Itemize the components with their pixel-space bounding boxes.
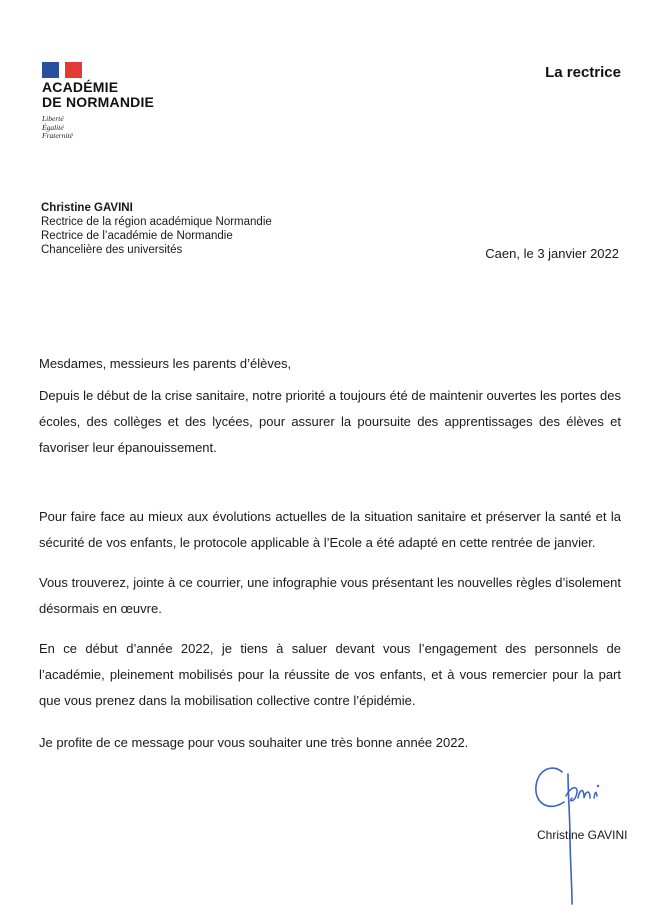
body-paragraph-5: Je profite de ce message pour vous souhaiter une très bonne année 2022. xyxy=(39,735,469,750)
academie-name-line2: DE NORMANDIE xyxy=(42,94,155,110)
academie-name-line1: ACADÉMIE xyxy=(42,79,119,95)
date-line: Caen, le 3 janvier 2022 xyxy=(485,246,619,261)
sender-title-1: Rectrice de la région académique Normandie xyxy=(41,216,272,228)
sender-title-2: Rectrice de l’académie de Normandie xyxy=(41,230,233,242)
motto-egalite: Égalité xyxy=(42,122,64,132)
sender-name: Christine GAVINI xyxy=(41,202,133,214)
sender-block xyxy=(41,201,272,257)
republic-motto xyxy=(42,115,73,141)
body-paragraph-2: Pour faire face au mieux aux évolutions actuelles de la situation sanitaire et préserver la santé et la sécurité de vos enfants, le protocole applicable à l’Ecole a été adapté en cette rentrée de janvier. xyxy=(39,509,621,550)
body-paragraph-1: Depuis le début de la crise sanitaire, notre priorité a toujours été de maintenir ouvertes les portes des écoles, des collèges et des lycées, pour assurer la poursuite des apprentissages des élèves et favoriser leur épanouissement. xyxy=(39,388,621,455)
motto-liberte: Liberté xyxy=(42,114,64,123)
body-paragraph-3: Vous trouverez, jointe à ce courrier, une infographie vous présentant les nouvelles règles d’isolement désormais en œuvre. xyxy=(39,575,621,616)
recipient-role-title: La rectrice xyxy=(545,64,621,81)
marianne-flag-icon xyxy=(42,62,82,78)
sender-title-3: Chancelière des universités xyxy=(41,244,183,256)
body-paragraph-4: En ce début d’année 2022, je tiens à saluer devant vous l’engagement des personnels de l’académie, pleinement mobilisés pour la réussite de vos enfants, et à vous remercier pour la part que vous prenez dans la mobilisation collective contre l’épidémie. xyxy=(39,641,621,708)
motto-fraternite: Fraternité xyxy=(42,131,73,140)
signer-name: Christine GAVINI xyxy=(537,828,628,842)
academie-name xyxy=(42,80,154,110)
salutation: Mesdames, messieurs les parents d’élèves, xyxy=(39,356,292,371)
